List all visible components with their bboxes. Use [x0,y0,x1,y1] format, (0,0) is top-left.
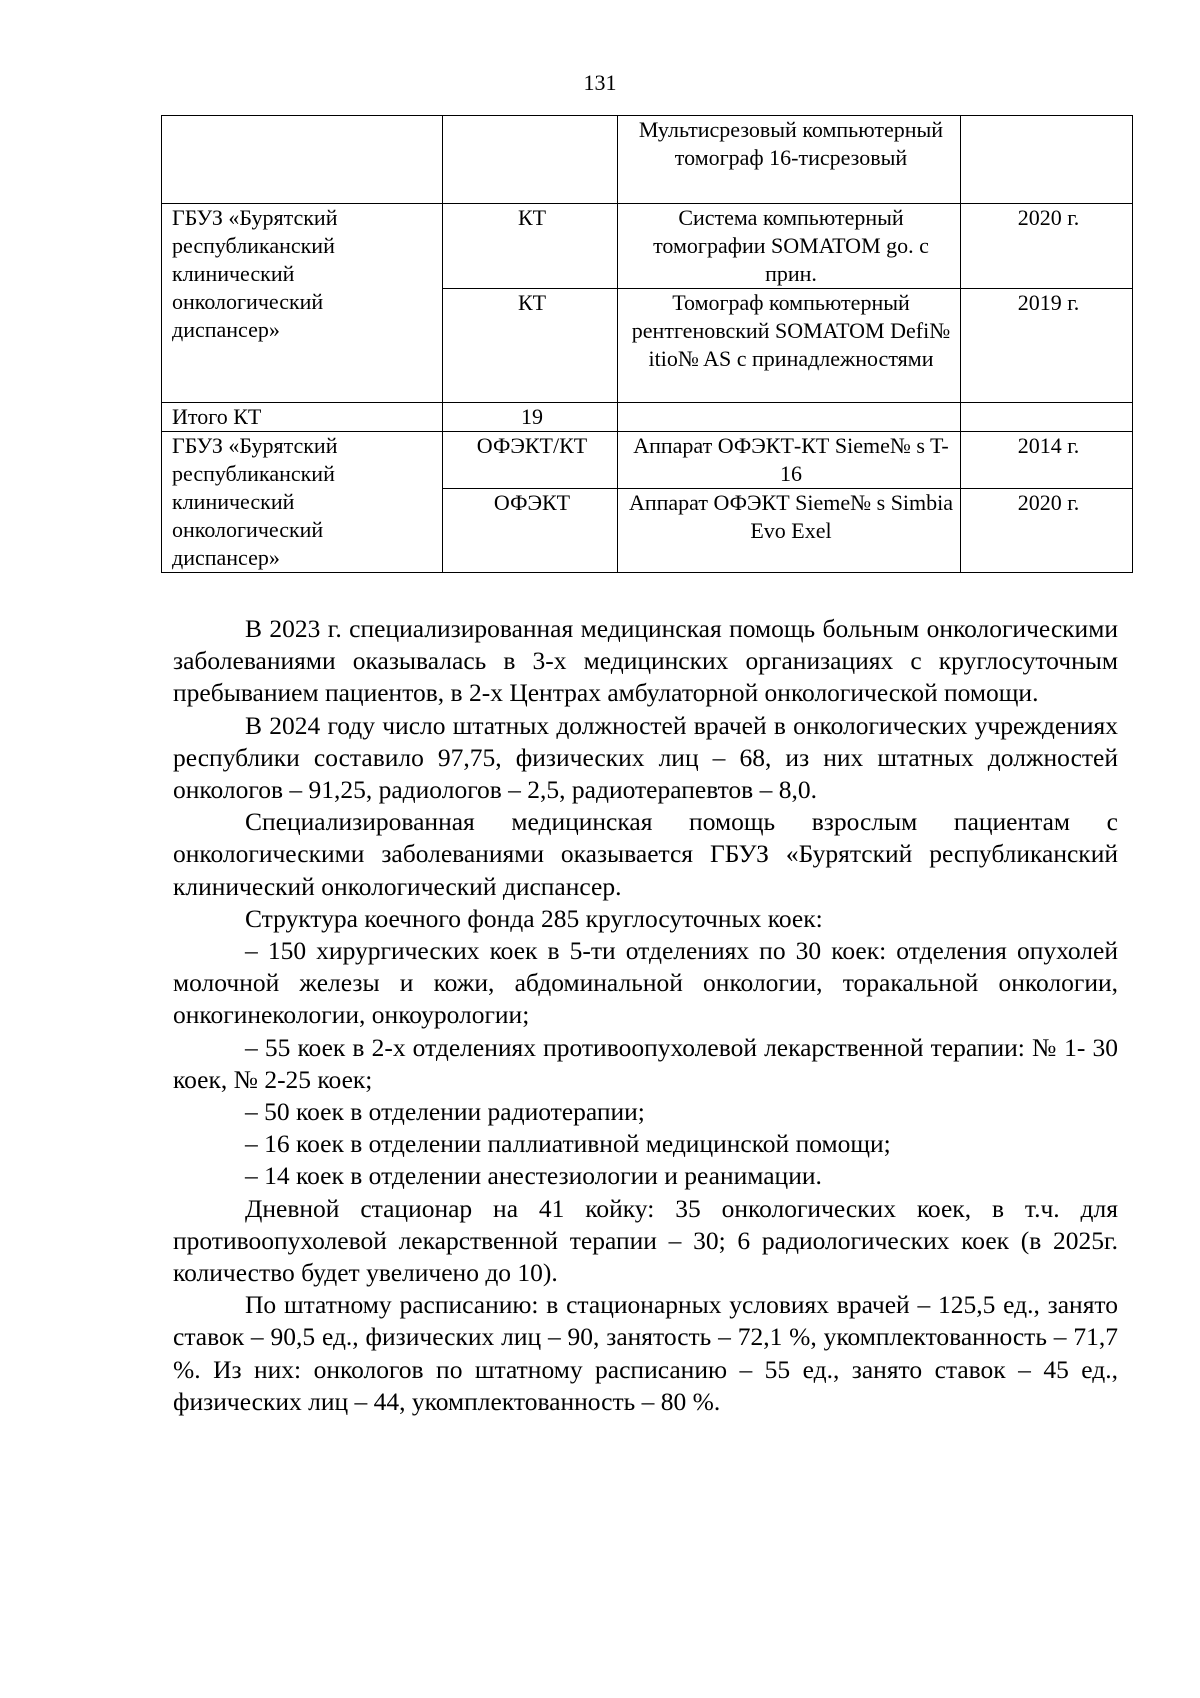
list-item: – 55 коек в 2-х отделениях противоопухолевой лекарственной терапии: № 1- 30 коек, № 2-25 коек; [173,1032,1118,1094]
list-item: – 14 коек в отделении анестезиологии и реанимации. [245,1161,822,1191]
year-cell [961,403,1133,432]
type-cell [443,116,618,204]
device-cell: Система компьютерный томографии SOMATOM go. с прин. [618,204,961,289]
table-row [162,432,1133,489]
type-cell: КТ [443,204,618,289]
year-cell: 2019 г. [961,289,1133,403]
table-row [162,403,1133,432]
org-cell: ГБУЗ «Бурятский республиканский клинический онкологический диспансер» [162,432,443,573]
table-row [162,116,1133,204]
year-cell: 2014 г. [961,432,1133,489]
year-cell [961,116,1133,204]
paragraph: Дневной стационар на 41 койку: 35 онкологических коек, в т.ч. для противоопухолевой лекарственной терапии – 30; 6 радиологических коек (в 2025г. количество будет увеличено до 10). [173,1193,1118,1288]
device-cell [618,403,961,432]
body-text [173,613,1118,1418]
paragraph: В 2024 году число штатных должностей врачей в онкологических учреждениях республики составило 97,75, физических лиц – 68, из них штатных должностей онкологов – 91,25, радиологов – 2,5, радиотерапевтов – 8,0. [173,710,1118,805]
equipment-table [161,115,1133,573]
type-cell: КТ [443,289,618,403]
year-cell: 2020 г. [961,204,1133,289]
device-cell: Аппарат ОФЭКТ-КТ Sieme№ s T-16 [618,432,961,489]
table-row [162,204,1133,289]
list-item: – 150 хирургических коек в 5-ти отделениях по 30 коек: отделения опухолей молочной железы и кожи, абдоминальной онкологии, торакальной онкологии, онкогинекологии, онкоурологии; [173,936,1118,1030]
type-cell: 19 [443,403,618,432]
year-cell: 2020 г. [961,489,1133,573]
paragraph: По штатному расписанию: в стационарных условиях врачей – 125,5 ед., занято ставок – 90,5 ед., физических лиц – 90, занятость – 72,1 %, укомплектованность – 71,7 %. Из них: онкологов по штатному расписанию – 55 ед., занято ставок – 45 ед., физических лиц – 44, укомплектованность – 80 %. [173,1290,1118,1416]
org-cell: Итого КТ [162,403,443,432]
org-cell: ГБУЗ «Бурятский республиканский клинический онкологический диспансер» [162,204,443,403]
list-item: – 50 коек в отделении радиотерапии; [245,1097,645,1127]
paragraph: Структура коечного фонда 285 круглосуточных коек: [245,903,823,933]
device-cell: Аппарат ОФЭКТ Sieme№ s Simbia Evo Exel [618,489,961,573]
device-cell: Томограф компьютерный рентгеновский SOMATOM Defi№ itio№ AS с принадлежностями [618,289,961,403]
paragraph: В 2023 г. специализированная медицинская помощь больным онкологическими заболеваниями оказывалась в 3-х медицинских организациях с круглосуточным пребыванием пациентов, в 2-х Центрах амбулаторной онкологической помощи. [173,614,1118,708]
org-cell [162,116,443,204]
list-item: – 16 коек в отделении паллиативной медицинской помощи; [245,1129,891,1159]
type-cell: ОФЭКТ/КТ [443,432,618,489]
device-cell: Мультисрезовый компьютерный томограф 16-тисрезовый [618,116,961,204]
paragraph: Специализированная медицинская помощь взрослым пациентам с онкологическими заболеваниями оказывается ГБУЗ «Бурятский республиканский клинический онкологический диспансер. [173,807,1118,901]
type-cell: ОФЭКТ [443,489,618,573]
page-number: 131 [583,70,617,95]
